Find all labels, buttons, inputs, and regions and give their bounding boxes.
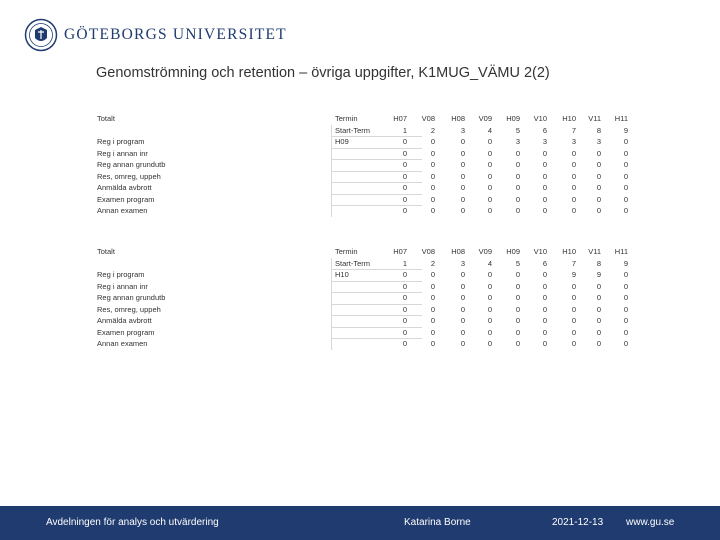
table-cell: 0 bbox=[430, 148, 435, 158]
table-cell: 0 bbox=[402, 293, 407, 302]
term-index: 9 bbox=[623, 125, 628, 135]
footer-department: Avdelningen för analys och utvärdering bbox=[46, 517, 219, 528]
table-cell: 0 bbox=[460, 293, 465, 302]
table-cell: 0 bbox=[623, 206, 628, 215]
table-cell: 0 bbox=[430, 183, 435, 192]
table-cell: 0 bbox=[542, 160, 547, 169]
table-cell: 0 bbox=[402, 339, 407, 348]
table-cell: 0 bbox=[596, 206, 601, 215]
footer-bar bbox=[0, 506, 720, 540]
table-cell: 0 bbox=[460, 148, 465, 158]
table-cell: 0 bbox=[596, 183, 601, 192]
table-cell: 0 bbox=[596, 293, 601, 302]
table-cell: 0 bbox=[402, 171, 407, 181]
termin-label: Termin bbox=[335, 114, 358, 123]
table-cell: 0 bbox=[430, 137, 435, 146]
table-cell: 0 bbox=[596, 304, 601, 314]
table-cell: 0 bbox=[515, 316, 520, 325]
table-cell: 0 bbox=[487, 281, 492, 291]
table-cell: 0 bbox=[402, 194, 407, 204]
term-header: V11 bbox=[588, 114, 601, 123]
term-index: 1 bbox=[402, 258, 407, 268]
table-cell: 0 bbox=[596, 194, 601, 204]
table-cell: 0 bbox=[571, 148, 576, 158]
row-divider bbox=[332, 148, 422, 149]
term-header: H10 bbox=[562, 247, 576, 256]
row-label: Res, omreg, uppeh bbox=[97, 171, 161, 181]
table-cell: 0 bbox=[571, 281, 576, 291]
column-divider bbox=[331, 258, 332, 350]
table-cell: 0 bbox=[623, 171, 628, 181]
start-term-label: Start-Term bbox=[335, 258, 371, 268]
table-cell: 0 bbox=[623, 148, 628, 158]
term-header: H11 bbox=[614, 247, 628, 256]
table-cell: 0 bbox=[571, 194, 576, 204]
term-header: H11 bbox=[614, 114, 628, 123]
term-index: 7 bbox=[571, 125, 576, 135]
table-cell: 0 bbox=[430, 171, 435, 181]
table-cell: 3 bbox=[542, 137, 547, 146]
table-cell: 9 bbox=[596, 270, 601, 279]
table-cell: 0 bbox=[542, 304, 547, 314]
term-index: 3 bbox=[460, 125, 465, 135]
term-index: 5 bbox=[515, 125, 520, 135]
footer-date: 2021-12-13 bbox=[552, 517, 604, 528]
table-cell: 0 bbox=[460, 339, 465, 348]
term-header: H07 bbox=[393, 114, 407, 123]
table-cell: 0 bbox=[542, 148, 547, 158]
row-label: Examen program bbox=[97, 194, 155, 204]
table-cell: 0 bbox=[623, 270, 628, 279]
table-cell: 0 bbox=[542, 339, 547, 348]
table-cell: 0 bbox=[623, 281, 628, 291]
footer-website[interactable]: www.gu.se bbox=[626, 517, 675, 528]
table-cell: 0 bbox=[571, 327, 576, 337]
term-header: H07 bbox=[393, 247, 407, 256]
table-cell: 0 bbox=[460, 316, 465, 325]
table-cell: 0 bbox=[402, 304, 407, 314]
term-header: H08 bbox=[451, 247, 465, 256]
table-cell: 0 bbox=[571, 206, 576, 215]
table-cell: 0 bbox=[596, 171, 601, 181]
row-label: Annan examen bbox=[97, 339, 148, 348]
table-cell: 0 bbox=[487, 339, 492, 348]
table-cell: 0 bbox=[460, 270, 465, 279]
table-cell: 0 bbox=[515, 148, 520, 158]
term-index: 6 bbox=[542, 125, 547, 135]
row-label: Reg annan grundutb bbox=[97, 160, 166, 169]
table-cell: 0 bbox=[487, 270, 492, 279]
table-cell: 0 bbox=[515, 327, 520, 337]
university-logo bbox=[24, 18, 287, 52]
row-label: Examen program bbox=[97, 327, 155, 337]
row-label: Annan examen bbox=[97, 206, 148, 215]
table-cell: 0 bbox=[596, 160, 601, 169]
table-cell: 0 bbox=[430, 160, 435, 169]
term-index: 2 bbox=[430, 125, 435, 135]
row-divider bbox=[332, 159, 422, 160]
term-header: H09 bbox=[506, 114, 520, 123]
table-cell: 0 bbox=[487, 327, 492, 337]
table-cell: 3 bbox=[596, 137, 601, 146]
table-cell: 0 bbox=[402, 270, 407, 279]
table-cell: 3 bbox=[515, 137, 520, 146]
row-divider bbox=[332, 304, 422, 305]
row-divider bbox=[332, 269, 422, 270]
table-cell: 0 bbox=[430, 194, 435, 204]
table-cell: 0 bbox=[487, 304, 492, 314]
term-header: H08 bbox=[451, 114, 465, 123]
table-cell: 0 bbox=[430, 339, 435, 348]
row-label: Reg annan grundutb bbox=[97, 293, 166, 302]
row-label: Reg i annan inr bbox=[97, 148, 148, 158]
term-index: 8 bbox=[596, 258, 601, 268]
table-cell: 0 bbox=[515, 281, 520, 291]
row-divider bbox=[332, 315, 422, 316]
table-cell: 0 bbox=[596, 339, 601, 348]
table-cell: 0 bbox=[460, 327, 465, 337]
table-cell: 0 bbox=[515, 194, 520, 204]
table-cell: 0 bbox=[571, 339, 576, 348]
table-cell: 0 bbox=[460, 171, 465, 181]
term-header: H10 bbox=[562, 114, 576, 123]
table-total-label: Totalt bbox=[97, 247, 115, 256]
table-cell: 0 bbox=[596, 148, 601, 158]
start-term-label: Start-Term bbox=[335, 125, 371, 135]
table-cell: 0 bbox=[542, 316, 547, 325]
table-cell: 0 bbox=[515, 183, 520, 192]
table-cell: 0 bbox=[487, 148, 492, 158]
term-index: 8 bbox=[596, 125, 601, 135]
term-index: 1 bbox=[402, 125, 407, 135]
start-term-value: H10 bbox=[335, 270, 349, 279]
table-cell: 0 bbox=[515, 339, 520, 348]
row-divider bbox=[332, 327, 422, 328]
university-seal-icon bbox=[24, 18, 58, 52]
term-header: H09 bbox=[506, 247, 520, 256]
table-cell: 0 bbox=[487, 160, 492, 169]
term-index: 2 bbox=[430, 258, 435, 268]
term-header: V11 bbox=[588, 247, 601, 256]
term-header: V08 bbox=[421, 114, 435, 123]
row-label: Reg i program bbox=[97, 137, 145, 146]
table-cell: 0 bbox=[596, 327, 601, 337]
table-cell: 0 bbox=[430, 293, 435, 302]
term-index: 4 bbox=[487, 258, 492, 268]
termin-label: Termin bbox=[335, 247, 358, 256]
table-cell: 0 bbox=[623, 339, 628, 348]
table-cell: 0 bbox=[542, 206, 547, 215]
table-cell: 0 bbox=[430, 206, 435, 215]
table-cell: 0 bbox=[571, 183, 576, 192]
table-cell: 0 bbox=[542, 183, 547, 192]
table-cell: 0 bbox=[542, 327, 547, 337]
page-title: Genomströmning och retention – övriga uppgifter, K1MUG_VÄMU 2(2) bbox=[96, 65, 550, 81]
table-cell: 0 bbox=[623, 327, 628, 337]
table-cell: 0 bbox=[402, 327, 407, 337]
row-label: Reg i annan inr bbox=[97, 281, 148, 291]
table-cell: 0 bbox=[460, 194, 465, 204]
table-cell: 0 bbox=[571, 160, 576, 169]
table-total-label: Totalt bbox=[97, 114, 115, 123]
term-index: 6 bbox=[542, 258, 547, 268]
table-cell: 9 bbox=[571, 270, 576, 279]
term-header: V10 bbox=[533, 247, 547, 256]
row-divider bbox=[332, 205, 422, 206]
table-cell: 0 bbox=[430, 281, 435, 291]
table-cell: 0 bbox=[487, 183, 492, 192]
table-cell: 0 bbox=[487, 194, 492, 204]
table-cell: 0 bbox=[623, 293, 628, 302]
term-index: 9 bbox=[623, 258, 628, 268]
table-cell: 0 bbox=[402, 148, 407, 158]
table-cell: 0 bbox=[402, 183, 407, 192]
table-cell: 0 bbox=[430, 270, 435, 279]
row-divider bbox=[332, 194, 422, 195]
table-cell: 0 bbox=[460, 281, 465, 291]
term-header: V10 bbox=[533, 114, 547, 123]
term-header: V09 bbox=[478, 114, 492, 123]
term-index: 4 bbox=[487, 125, 492, 135]
table-cell: 0 bbox=[515, 206, 520, 215]
table-cell: 0 bbox=[460, 206, 465, 215]
row-label: Res, omreg, uppeh bbox=[97, 304, 161, 314]
table-cell: 0 bbox=[515, 270, 520, 279]
table-cell: 0 bbox=[542, 270, 547, 279]
table-cell: 0 bbox=[571, 293, 576, 302]
table-cell: 0 bbox=[571, 304, 576, 314]
table-cell: 0 bbox=[596, 281, 601, 291]
table-cell: 0 bbox=[596, 316, 601, 325]
row-divider bbox=[332, 338, 422, 339]
table-cell: 0 bbox=[402, 281, 407, 291]
row-label: Anmälda avbrott bbox=[97, 183, 152, 192]
table-cell: 0 bbox=[460, 137, 465, 146]
table-cell: 0 bbox=[515, 171, 520, 181]
table-cell: 0 bbox=[623, 160, 628, 169]
column-divider bbox=[331, 125, 332, 217]
table-cell: 0 bbox=[460, 304, 465, 314]
term-index: 5 bbox=[515, 258, 520, 268]
term-index: 7 bbox=[571, 258, 576, 268]
table-cell: 0 bbox=[542, 293, 547, 302]
row-divider bbox=[332, 281, 422, 282]
university-name: GÖTEBORGS UNIVERSITET bbox=[64, 26, 287, 43]
table-cell: 0 bbox=[487, 171, 492, 181]
term-header: V08 bbox=[421, 247, 435, 256]
table-cell: 0 bbox=[402, 137, 407, 146]
row-divider bbox=[332, 136, 422, 137]
table-cell: 0 bbox=[571, 171, 576, 181]
start-term-value: H09 bbox=[335, 137, 349, 146]
table-cell: 0 bbox=[460, 183, 465, 192]
table-cell: 0 bbox=[623, 316, 628, 325]
table-cell: 0 bbox=[542, 194, 547, 204]
term-header: V09 bbox=[478, 247, 492, 256]
term-index: 3 bbox=[460, 258, 465, 268]
table-cell: 0 bbox=[487, 206, 492, 215]
table-cell: 0 bbox=[402, 206, 407, 215]
row-label: Reg i program bbox=[97, 270, 145, 279]
row-divider bbox=[332, 292, 422, 293]
table-cell: 0 bbox=[402, 316, 407, 325]
table-cell: 0 bbox=[571, 316, 576, 325]
table-cell: 0 bbox=[623, 137, 628, 146]
table-cell: 0 bbox=[623, 304, 628, 314]
footer-author: Katarina Borne bbox=[404, 517, 471, 528]
table-cell: 3 bbox=[571, 137, 576, 146]
table-cell: 0 bbox=[460, 160, 465, 169]
table-cell: 0 bbox=[623, 183, 628, 192]
row-label: Anmälda avbrott bbox=[97, 316, 152, 325]
table-cell: 0 bbox=[487, 316, 492, 325]
table-cell: 0 bbox=[623, 194, 628, 204]
row-divider bbox=[332, 182, 422, 183]
table-cell: 0 bbox=[515, 304, 520, 314]
table-cell: 0 bbox=[542, 171, 547, 181]
table-cell: 0 bbox=[487, 137, 492, 146]
table-cell: 0 bbox=[430, 316, 435, 325]
table-cell: 0 bbox=[515, 160, 520, 169]
row-divider bbox=[332, 171, 422, 172]
table-cell: 0 bbox=[430, 327, 435, 337]
table-cell: 0 bbox=[487, 293, 492, 302]
table-cell: 0 bbox=[542, 281, 547, 291]
table-cell: 0 bbox=[402, 160, 407, 169]
table-cell: 0 bbox=[430, 304, 435, 314]
table-cell: 0 bbox=[515, 293, 520, 302]
